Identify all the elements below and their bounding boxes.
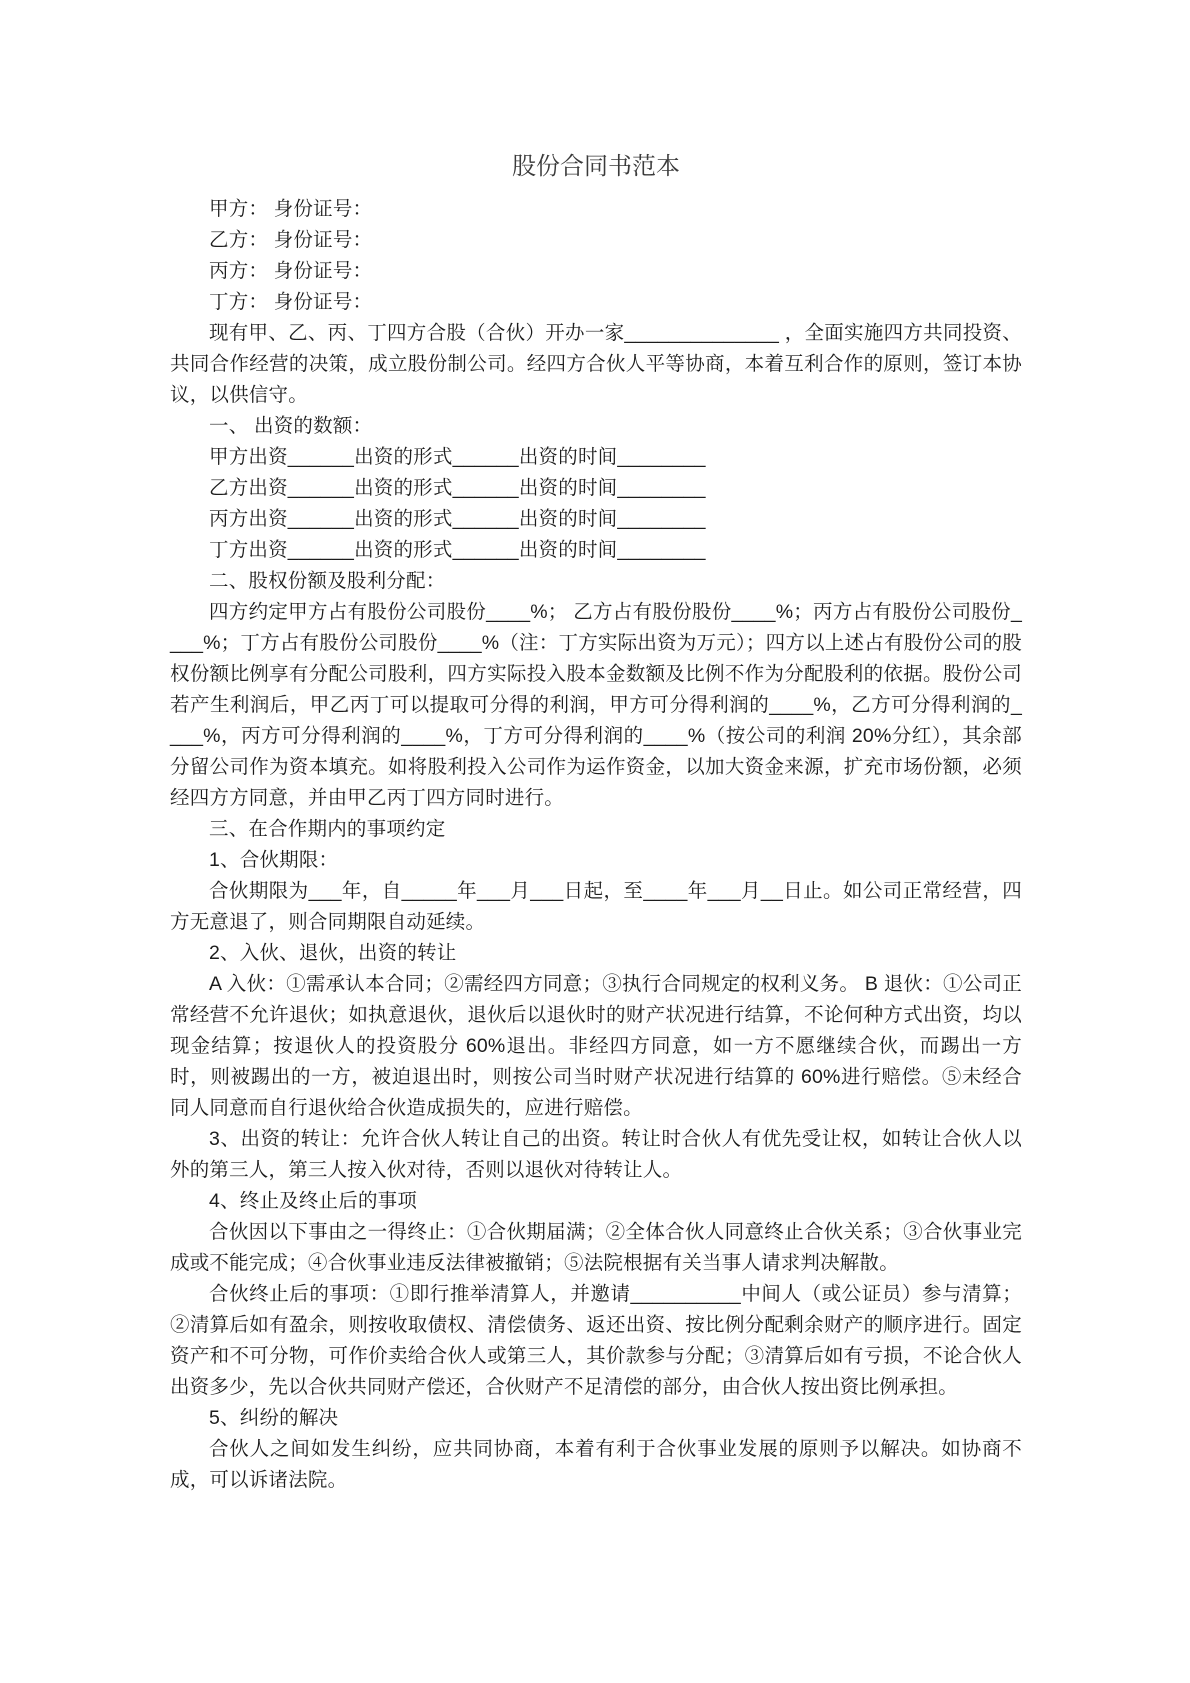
contract-paragraph: 乙方： 身份证号： [209,229,373,251]
page-title: 股份合同书范本 [512,154,680,180]
contract-paragraph: 丁方出资______出资的形式______出资的时间________ [209,539,706,561]
contract-paragraph: 1、合伙期限： [209,849,339,871]
contract-paragraph: 4、终止及终止后的事项 [209,1190,418,1212]
contract-paragraph: A 入伙：①需承认本合同；②需经四方同意；③执行合同规定的权利义务。 B 退伙：①公司正常经营不允许退伙；如执意退伙，退伙后以退伙时的财产状况进行结算，不论何种方式出资，均以现金结算；按退伙人的投资股分 60%退出。非经四方同意，如一方不愿继续合伙，而踢出一方时，则被踢出的一方，被迫退出时，则按公司当时财产状况进行结算的 60%进行赔偿。⑤未经合同人同意而自行退伙给合伙造成损失的，应进行赔偿。 [170,973,1022,1119]
contract-paragraph: 甲方出资______出资的形式______出资的时间________ [209,446,706,468]
contract-paragraph: 丙方： 身份证号： [209,260,373,282]
contract-paragraph: 合伙人之间如发生纠纷，应共同协商，本着有利于合伙事业发展的原则予以解决。如协商不成，可以诉诸法院。 [170,1438,1022,1491]
contract-paragraph: 5、纠纷的解决 [209,1407,339,1429]
contract-paragraph: 2、入伙、退伙，出资的转让 [209,942,457,964]
contract-paragraph: 丁方： 身份证号： [209,291,373,313]
contract-paragraph: 现有甲、乙、丙、丁四方合股（合伙）开办一家______________ ，全面实施四方共同投资、共同合作经营的决策，成立股份制公司。经四方合伙人平等协商，本着互利合作的原则，签订本协议，以供信守。 [170,322,1022,406]
contract-paragraph: 合伙因以下事由之一得终止：①合伙期届满；②全体合伙人同意终止合伙关系；③合伙事业完成或不能完成；④合伙事业违反法律被撤销；⑤法院根据有关当事人请求判决解散。 [170,1221,1022,1274]
contract-paragraph: 合伙终止后的事项：①即行推举清算人，并邀请__________中间人（或公证员）参与清算；②清算后如有盈余，则按收取债权、清偿债务、返还出资、按比例分配剩余财产的顺序进行。固定资产和不可分物，可作价卖给合伙人或第三人，其价款参与分配；③清算后如有亏损，不论合伙人出资多少，先以合伙共同财产偿还，合伙财产不足清偿的部分，由合伙人按出资比例承担。 [170,1283,1022,1398]
contract-paragraph: 一、 出资的数额： [209,415,373,437]
document-body [170,194,1022,1496]
contract-paragraph: 四方约定甲方占有股份公司股份____%； 乙方占有股份股份____%；丙方占有股份公司股份____%；丁方占有股份公司股份____%（注：丁方实际出资为万元）；四方以上述占有股份公司的股权份额比例享有分配公司股利，四方实际投入股本金数额及比例不作为分配股利的依据。股份公司若产生利润后，甲乙丙丁可以提取可分得的利润，甲方可分得利润的____%，乙方可分得利润的____%，丙方可分得利润的____%，丁方可分得利润的____%（按公司的利润 20%分红），其余部分留公司作为资本填充。如将股利投入公司作为运作资金，以加大资金来源，扩充市场份额，必须经四方方同意，并由甲乙丙丁四方同时进行。 [170,601,1022,809]
contract-paragraph: 3、出资的转让：允许合伙人转让自己的出资。转让时合伙人有优先受让权，如转让合伙人以外的第三人，第三人按入伙对待，否则以退伙对待转让人。 [170,1128,1022,1181]
contract-paragraph: 甲方： 身份证号： [209,198,373,220]
document-content [170,150,1022,1496]
contract-paragraph: 乙方出资______出资的形式______出资的时间________ [209,477,706,499]
contract-paragraph: 二、股权份额及股利分配： [209,570,446,592]
contract-paragraph: 合伙期限为___年，自_____年___月___日起，至____年___月__日止。如公司正常经营，四方无意退了，则合同期限自动延续。 [170,880,1022,933]
contract-paragraph: 丙方出资______出资的形式______出资的时间________ [209,508,706,530]
contract-paragraph: 三、在合作期内的事项约定 [209,818,446,840]
